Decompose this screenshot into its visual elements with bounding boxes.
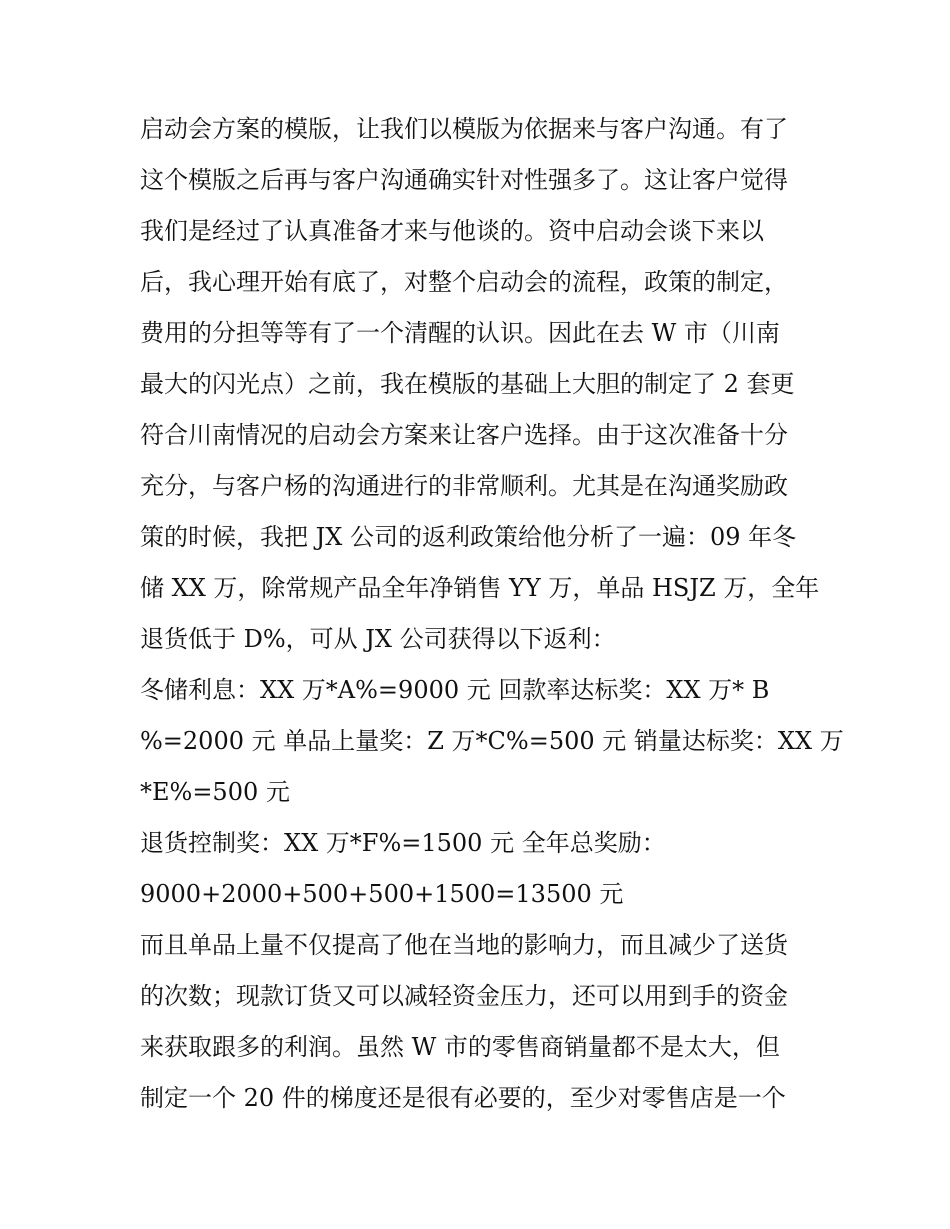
text-line: 退货低于 D%，可从 JX 公司获得以下返利：: [140, 625, 616, 653]
text-line: 冬储利息：XX 万*A%=9000 元 回款率达标奖：XX 万* B: [140, 676, 770, 704]
text-line: %=2000 元 单品上量奖：Z 万*C%=500 元 销量达标奖：XX 万: [140, 727, 844, 755]
text-line: *E%=500 元: [140, 778, 290, 806]
text-line: 而且单品上量不仅提高了他在当地的影响力，而且减少了送货: [140, 931, 788, 959]
text-line: 的次数；现款订货又可以减轻资金压力，还可以用到手的资金: [140, 982, 788, 1010]
text-line: 这个模版之后再与客户沟通确实针对性强多了。这让客户觉得: [140, 166, 788, 194]
text-line: 启动会方案的模版，让我们以模版为依据来与客户沟通。有了: [140, 115, 788, 143]
text-line: 策的时候，我把 JX 公司的返利政策给他分析了一遍：09 年冬: [140, 523, 797, 551]
text-line: 来获取跟多的利润。虽然 W 市的零售商销量都不是太大，但: [140, 1033, 780, 1061]
text-line: 退货控制奖：XX 万*F%=1500 元 全年总奖励：: [140, 829, 666, 857]
text-line: 最大的闪光点）之前，我在模版的基础上大胆的制定了 2 套更: [140, 370, 795, 398]
text-line: 充分，与客户杨的沟通进行的非常顺利。尤其是在沟通奖励政: [140, 472, 788, 500]
text-line: 符合川南情况的启动会方案来让客户选择。由于这次准备十分: [140, 421, 788, 449]
text-line: 费用的分担等等有了一个清醒的认识。因此在去 W 市（川南: [140, 319, 780, 347]
text-line: 储 XX 万，除常规产品全年净销售 YY 万，单品 HSJZ 万，全年: [140, 574, 820, 602]
text-line: 我们是经过了认真准备才来与他谈的。资中启动会谈下来以: [140, 217, 764, 245]
text-line: 9000+2000+500+500+1500=13500 元: [140, 880, 624, 908]
text-line: 后，我心理开始有底了，对整个启动会的流程，政策的制定，: [140, 268, 788, 296]
document-body: [140, 104, 844, 1124]
text-line: 制定一个 20 件的梯度还是很有必要的，至少对零售店是一个: [140, 1084, 786, 1112]
